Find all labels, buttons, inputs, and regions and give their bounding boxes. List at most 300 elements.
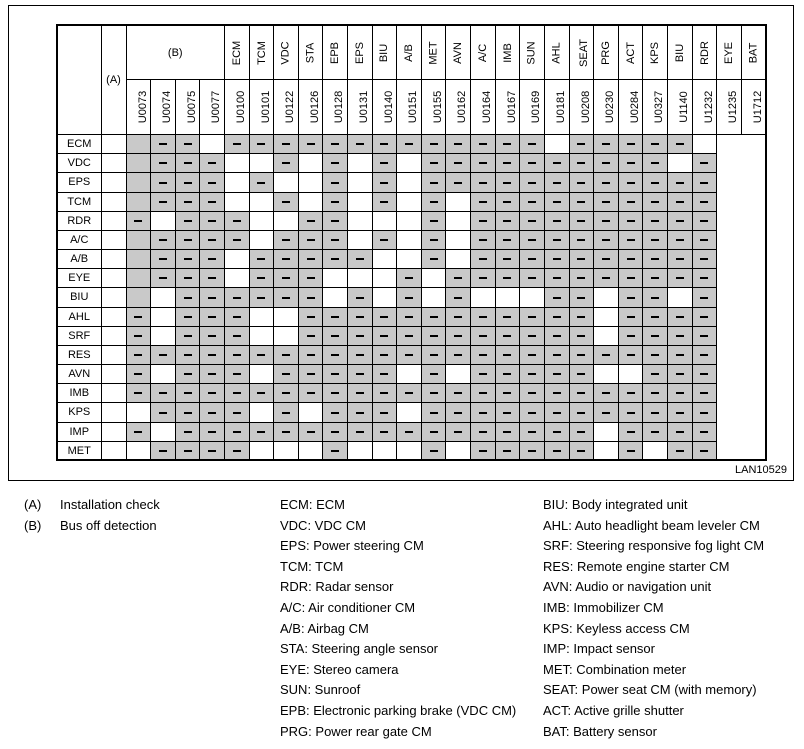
legend-item: A/B: Airbag CM xyxy=(280,620,369,636)
matrix-cell xyxy=(151,154,176,173)
matrix-cell xyxy=(495,173,520,192)
header-col-name xyxy=(471,25,496,80)
matrix-cell xyxy=(348,307,373,326)
header-col-code xyxy=(249,80,274,135)
matrix-cell xyxy=(175,441,200,460)
dash-mark xyxy=(454,392,462,394)
dash-mark xyxy=(356,258,364,260)
dash-mark xyxy=(503,162,511,164)
dash-mark xyxy=(380,392,388,394)
matrix-cell xyxy=(594,326,619,345)
matrix-cell xyxy=(544,230,569,249)
header-corner xyxy=(57,25,101,135)
row-label: A/B xyxy=(57,250,101,269)
matrix-cell xyxy=(495,250,520,269)
matrix-cell xyxy=(397,211,422,230)
matrix-cell xyxy=(643,422,668,441)
matrix-cell xyxy=(618,135,643,154)
matrix-cell xyxy=(397,384,422,403)
dash-mark xyxy=(184,220,192,222)
matrix-cell xyxy=(421,269,446,288)
matrix-cell xyxy=(175,230,200,249)
dash-mark xyxy=(602,162,610,164)
legend-item: AHL: Auto headlight beam leveler CM xyxy=(543,517,760,533)
matrix-cell xyxy=(298,269,323,288)
dash-mark xyxy=(700,316,708,318)
matrix-cell xyxy=(618,288,643,307)
matrix-cell xyxy=(495,135,520,154)
matrix-cell xyxy=(397,173,422,192)
matrix-cell xyxy=(274,173,299,192)
dash-mark xyxy=(184,162,192,164)
matrix-cell xyxy=(544,211,569,230)
header-col-code xyxy=(544,80,569,135)
legend-item: IMB: Immobilizer CM xyxy=(543,599,664,615)
dash-mark xyxy=(208,450,216,452)
matrix-cell xyxy=(692,326,717,345)
header-col-name-text: EYE xyxy=(722,41,735,64)
header-b-code-text: U0075 xyxy=(185,90,198,124)
header-col-code-text: U1140 xyxy=(677,91,690,123)
legend-item: ECM: ECM xyxy=(280,497,345,512)
matrix-cell xyxy=(544,384,569,403)
dash-mark xyxy=(528,373,536,375)
matrix-cell xyxy=(446,154,471,173)
dash-mark xyxy=(307,220,315,222)
matrix-cell xyxy=(224,269,249,288)
matrix-cell xyxy=(175,173,200,192)
dash-mark xyxy=(700,354,708,356)
dash-mark xyxy=(454,277,462,279)
dash-mark xyxy=(208,431,216,433)
matrix-cell xyxy=(667,345,692,364)
matrix-cell xyxy=(618,422,643,441)
matrix-cell xyxy=(544,403,569,422)
header-col-code-text: U1235 xyxy=(727,90,740,124)
dash-mark xyxy=(627,450,635,452)
header-col-code-text: U0151 xyxy=(407,90,420,124)
dash-mark xyxy=(257,431,265,433)
dash-mark xyxy=(676,316,684,318)
legend-item: IMP: Impact sensor xyxy=(543,641,655,657)
matrix-cell xyxy=(372,384,397,403)
dash-mark xyxy=(282,373,290,375)
header-b-code-text: U0074 xyxy=(161,90,174,124)
header-col-name xyxy=(643,25,668,80)
legend-text: Installation check xyxy=(60,497,160,512)
matrix-cell xyxy=(348,422,373,441)
dash-mark xyxy=(700,182,708,184)
matrix-cell xyxy=(101,365,126,384)
header-col-code xyxy=(397,80,422,135)
dash-mark xyxy=(627,392,635,394)
header-col-name xyxy=(544,25,569,80)
dash-mark xyxy=(553,373,561,375)
matrix-cell xyxy=(126,345,151,364)
matrix-cell xyxy=(348,230,373,249)
header-col-code-text: U0101 xyxy=(259,90,272,124)
dash-mark xyxy=(331,450,339,452)
matrix-cell xyxy=(692,250,717,269)
dash-mark xyxy=(208,201,216,203)
header-col-name xyxy=(594,25,619,80)
matrix-cell xyxy=(495,288,520,307)
matrix-cell xyxy=(224,211,249,230)
dash-mark xyxy=(503,373,511,375)
header-col-name-text: ACT xyxy=(624,41,637,64)
matrix-cell xyxy=(471,441,496,460)
dash-mark xyxy=(700,220,708,222)
matrix-cell xyxy=(274,230,299,249)
legend-item: MET: Combination meter xyxy=(543,661,687,677)
matrix-cell xyxy=(397,230,422,249)
matrix-cell xyxy=(594,211,619,230)
header-col-code xyxy=(471,80,496,135)
dash-mark xyxy=(553,450,561,452)
matrix-cell xyxy=(594,250,619,269)
matrix-cell xyxy=(101,288,126,307)
matrix-cell xyxy=(594,173,619,192)
dash-mark xyxy=(331,431,339,433)
matrix-cell xyxy=(618,192,643,211)
dash-mark xyxy=(159,201,167,203)
dash-mark xyxy=(700,239,708,241)
matrix-cell xyxy=(323,250,348,269)
header-col-name xyxy=(249,25,274,80)
matrix-row xyxy=(57,192,766,211)
dash-mark xyxy=(208,335,216,337)
matrix-cell xyxy=(618,173,643,192)
matrix-cell xyxy=(101,441,126,460)
dash-mark xyxy=(159,277,167,279)
matrix-row xyxy=(57,326,766,345)
matrix-cell xyxy=(175,135,200,154)
matrix-cell xyxy=(200,307,225,326)
dash-mark xyxy=(676,143,684,145)
matrix-cell xyxy=(495,384,520,403)
dash-mark xyxy=(627,335,635,337)
dash-mark xyxy=(159,239,167,241)
dash-mark xyxy=(430,220,438,222)
header-col-name-text: RDR xyxy=(698,40,711,65)
matrix-cell xyxy=(224,288,249,307)
header-col-code xyxy=(298,80,323,135)
matrix-cell xyxy=(397,403,422,422)
matrix-cell xyxy=(126,192,151,211)
header-col-name-text: IMB xyxy=(501,42,514,63)
matrix-row xyxy=(57,173,766,192)
matrix-cell xyxy=(618,230,643,249)
dash-mark xyxy=(627,182,635,184)
dash-mark xyxy=(553,258,561,260)
matrix-cell xyxy=(151,345,176,364)
matrix-cell xyxy=(348,211,373,230)
matrix-cell xyxy=(175,269,200,288)
dash-mark xyxy=(479,162,487,164)
header-col-name-text: BAT xyxy=(747,42,760,63)
header-col-code xyxy=(421,80,446,135)
matrix-cell xyxy=(126,154,151,173)
matrix-cell xyxy=(323,384,348,403)
dash-mark xyxy=(528,412,536,414)
matrix-cell xyxy=(544,250,569,269)
dash-mark xyxy=(159,258,167,260)
matrix-cell xyxy=(151,422,176,441)
dash-mark xyxy=(208,316,216,318)
dash-mark xyxy=(627,162,635,164)
dash-mark xyxy=(602,412,610,414)
matrix-cell xyxy=(298,307,323,326)
dash-mark xyxy=(651,220,659,222)
dash-mark xyxy=(503,182,511,184)
dash-mark xyxy=(159,354,167,356)
matrix-cell xyxy=(175,384,200,403)
matrix-cell xyxy=(643,441,668,460)
dash-mark xyxy=(380,335,388,337)
matrix-cell xyxy=(274,211,299,230)
matrix-cell xyxy=(618,250,643,269)
header-col-name xyxy=(446,25,471,80)
matrix-cell xyxy=(495,269,520,288)
header-col-name xyxy=(495,25,520,80)
matrix-cell xyxy=(126,307,151,326)
header-col-name xyxy=(667,25,692,80)
legend-item xyxy=(24,495,160,516)
dash-mark xyxy=(233,239,241,241)
matrix-cell xyxy=(175,154,200,173)
matrix-cell xyxy=(643,307,668,326)
legend-item: A/C: Air conditioner CM xyxy=(280,599,416,615)
matrix-cell xyxy=(274,250,299,269)
dash-mark xyxy=(356,392,364,394)
matrix-cell xyxy=(249,154,274,173)
dash-mark xyxy=(577,239,585,241)
matrix-cell xyxy=(520,422,545,441)
dash-mark xyxy=(577,450,585,452)
matrix-cell xyxy=(298,345,323,364)
matrix-cell xyxy=(175,307,200,326)
matrix-cell xyxy=(101,384,126,403)
matrix-cell xyxy=(323,307,348,326)
matrix-cell xyxy=(667,365,692,384)
header-col-name xyxy=(569,25,594,80)
dash-mark xyxy=(454,335,462,337)
matrix-cell xyxy=(274,365,299,384)
dash-mark xyxy=(282,431,290,433)
matrix-cell xyxy=(421,403,446,422)
matrix-cell xyxy=(200,441,225,460)
matrix-cell xyxy=(348,288,373,307)
dash-mark xyxy=(134,354,142,356)
dash-mark xyxy=(380,201,388,203)
matrix-cell xyxy=(151,269,176,288)
legend-text: Bus off detection xyxy=(60,517,157,533)
dash-mark xyxy=(577,297,585,299)
dash-mark xyxy=(454,354,462,356)
dash-mark xyxy=(233,220,241,222)
dash-mark xyxy=(700,392,708,394)
header-col-code-text: U0230 xyxy=(604,90,617,124)
dash-mark xyxy=(528,162,536,164)
matrix-cell xyxy=(544,173,569,192)
dash-mark xyxy=(602,392,610,394)
matrix-cell xyxy=(446,326,471,345)
header-col-name xyxy=(224,25,249,80)
dash-mark xyxy=(184,450,192,452)
dash-mark xyxy=(307,143,315,145)
matrix-cell xyxy=(421,326,446,345)
header-col-code xyxy=(495,80,520,135)
dash-mark xyxy=(627,297,635,299)
matrix-cell xyxy=(421,307,446,326)
matrix-row xyxy=(57,135,766,154)
matrix-cell xyxy=(372,211,397,230)
dash-mark xyxy=(307,239,315,241)
row-label: ECM xyxy=(57,135,101,154)
dash-mark xyxy=(651,162,659,164)
matrix-cell xyxy=(348,192,373,211)
matrix-row xyxy=(57,307,766,326)
matrix-cell xyxy=(274,154,299,173)
dash-mark xyxy=(282,412,290,414)
dash-mark xyxy=(307,431,315,433)
dash-mark xyxy=(651,182,659,184)
matrix-cell xyxy=(544,154,569,173)
matrix-cell xyxy=(569,345,594,364)
dash-mark xyxy=(454,162,462,164)
dash-mark xyxy=(627,239,635,241)
header-col-code xyxy=(741,80,766,135)
matrix-cell xyxy=(643,192,668,211)
matrix-cell xyxy=(298,365,323,384)
matrix-cell xyxy=(667,173,692,192)
matrix-cell xyxy=(224,326,249,345)
dash-mark xyxy=(356,143,364,145)
dash-mark xyxy=(577,354,585,356)
dash-mark xyxy=(651,412,659,414)
matrix-cell xyxy=(569,230,594,249)
matrix-cell xyxy=(594,154,619,173)
matrix-cell xyxy=(520,173,545,192)
dash-mark xyxy=(356,297,364,299)
matrix-cell xyxy=(594,403,619,422)
matrix-cell xyxy=(274,192,299,211)
matrix-cell xyxy=(421,422,446,441)
header-col-code-text: U0128 xyxy=(333,90,346,124)
dash-mark xyxy=(479,239,487,241)
matrix-cell xyxy=(569,384,594,403)
matrix-cell xyxy=(618,307,643,326)
matrix-cell xyxy=(667,211,692,230)
dash-mark xyxy=(184,335,192,337)
header-col-name-text: A/C xyxy=(476,43,489,62)
matrix-cell xyxy=(667,135,692,154)
dash-mark xyxy=(380,412,388,414)
header-col-name-text: BIU xyxy=(673,43,686,62)
dash-mark xyxy=(307,354,315,356)
dash-mark xyxy=(454,412,462,414)
matrix-cell xyxy=(224,307,249,326)
dash-mark xyxy=(430,258,438,260)
matrix-cell xyxy=(446,441,471,460)
matrix-cell xyxy=(323,135,348,154)
matrix-cell xyxy=(249,422,274,441)
matrix-cell xyxy=(200,422,225,441)
matrix-row xyxy=(57,211,766,230)
matrix-cell xyxy=(618,345,643,364)
matrix-cell xyxy=(274,307,299,326)
dash-mark xyxy=(602,143,610,145)
dash-mark xyxy=(676,335,684,337)
matrix-cell xyxy=(471,384,496,403)
header-col-code-text: U0100 xyxy=(235,90,248,124)
matrix-cell xyxy=(446,403,471,422)
matrix-cell xyxy=(544,365,569,384)
dash-mark xyxy=(331,373,339,375)
matrix-cell xyxy=(618,441,643,460)
matrix-cell xyxy=(520,250,545,269)
matrix-cell xyxy=(348,269,373,288)
dash-mark xyxy=(627,431,635,433)
matrix-cell xyxy=(348,135,373,154)
dash-mark xyxy=(676,277,684,279)
matrix-cell xyxy=(667,230,692,249)
matrix-cell xyxy=(298,230,323,249)
matrix-cell xyxy=(446,307,471,326)
header-col-name-text: EPB xyxy=(329,41,342,64)
dash-mark xyxy=(380,182,388,184)
dash-mark xyxy=(430,316,438,318)
dash-mark xyxy=(676,373,684,375)
matrix-cell xyxy=(594,269,619,288)
dash-mark xyxy=(208,277,216,279)
matrix-cell xyxy=(569,365,594,384)
dash-mark xyxy=(528,354,536,356)
dash-mark xyxy=(430,239,438,241)
matrix-cell xyxy=(200,211,225,230)
matrix-cell xyxy=(372,173,397,192)
dash-mark xyxy=(479,450,487,452)
matrix-cell xyxy=(200,269,225,288)
legend-item: BIU: Body integrated unit xyxy=(543,497,688,512)
matrix-cell xyxy=(372,403,397,422)
dash-mark xyxy=(503,335,511,337)
matrix-cell xyxy=(249,269,274,288)
dash-mark xyxy=(479,277,487,279)
dash-mark xyxy=(627,258,635,260)
dash-mark xyxy=(380,239,388,241)
matrix-cell xyxy=(667,441,692,460)
matrix-cell xyxy=(348,345,373,364)
matrix-cell xyxy=(569,211,594,230)
dash-mark xyxy=(331,412,339,414)
dash-mark xyxy=(503,354,511,356)
matrix-cell xyxy=(224,135,249,154)
matrix-cell xyxy=(520,326,545,345)
matrix-cell xyxy=(151,211,176,230)
dash-mark xyxy=(479,220,487,222)
header-col-code-text: U0140 xyxy=(382,90,395,124)
matrix-cell xyxy=(643,345,668,364)
matrix-cell xyxy=(200,384,225,403)
dash-mark xyxy=(553,335,561,337)
dash-mark xyxy=(503,239,511,241)
row-label: VDC xyxy=(57,154,101,173)
dash-mark xyxy=(380,143,388,145)
matrix-cell xyxy=(446,384,471,403)
dash-mark xyxy=(208,392,216,394)
dash-mark xyxy=(430,412,438,414)
